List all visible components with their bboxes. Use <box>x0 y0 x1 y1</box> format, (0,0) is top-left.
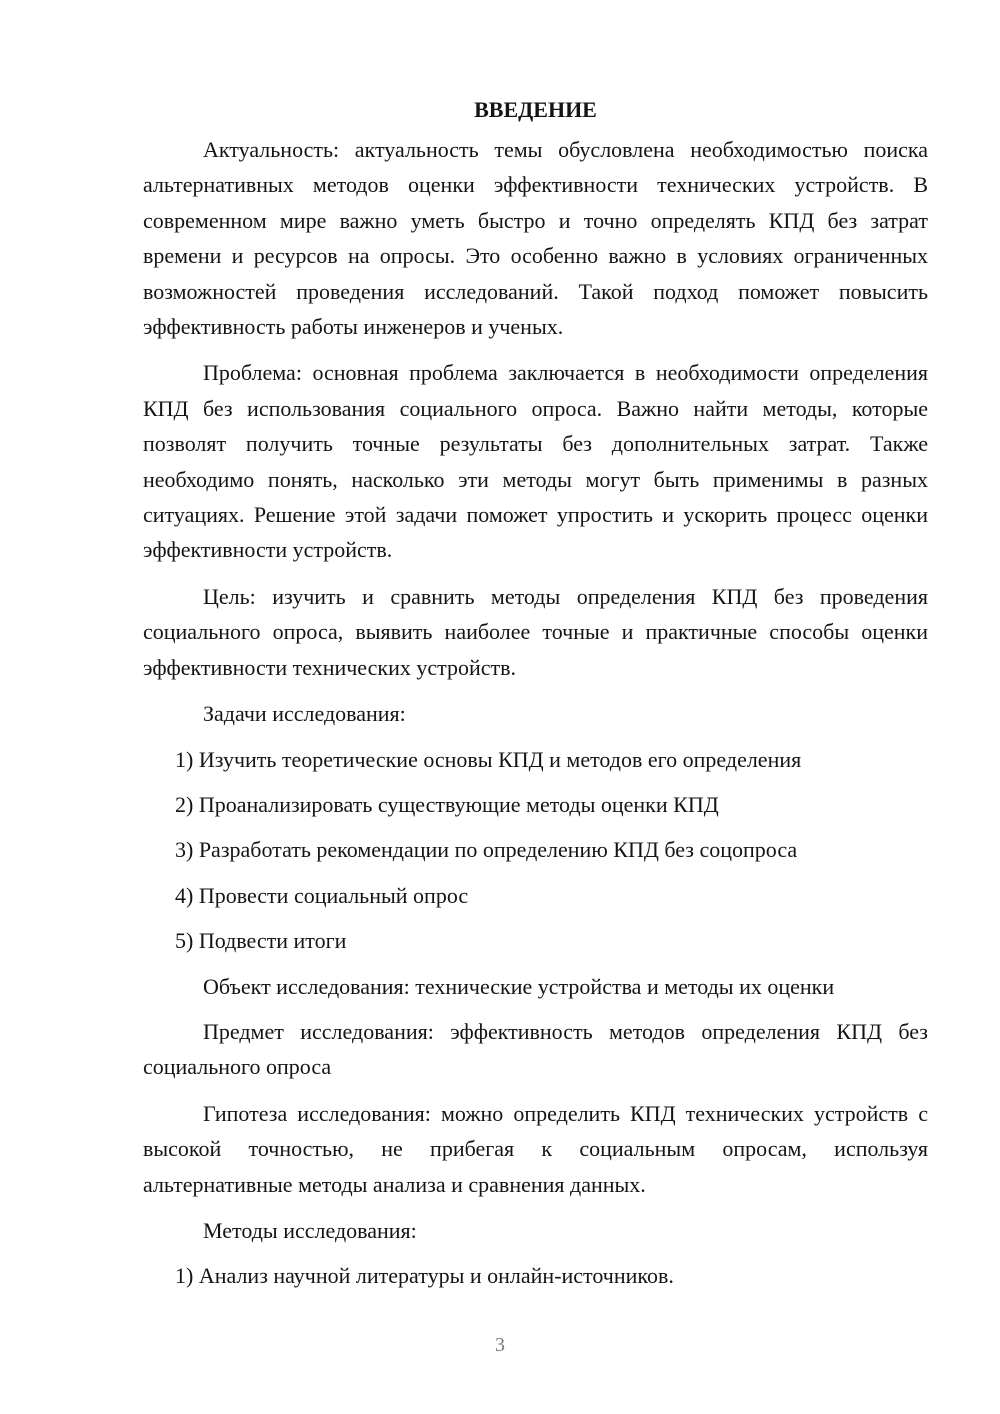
task-item: 5) Подвести итоги <box>175 928 347 954</box>
task-item: 4) Провести социальный опрос <box>175 882 469 908</box>
hypothesis-paragraph: Гипотеза исследования: можно определить КПД технических устройств с высокой точностью, не прибегая к социальным опросам, используя альтернативные методы анализа и сравнения данных. <box>143 1100 928 1197</box>
tasks-heading: Задачи исследования: <box>203 701 406 727</box>
methods-heading: Методы исследования: <box>203 1217 417 1243</box>
task-item: 2) Проанализировать существующие методы оценки КПД <box>175 791 719 817</box>
page-number: 3 <box>495 1334 505 1356</box>
task-item: 3) Разработать рекомендации по определению КПД без соцопроса <box>175 837 798 863</box>
section-title: ВВЕДЕНИЕ <box>474 97 597 122</box>
object-paragraph: Объект исследования: технические устройства и методы их оценки <box>203 973 835 999</box>
problem-paragraph: Проблема: основная проблема заключается в необходимости определения КПД без использования социального опроса. Важно найти методы, которые позволят получить точные результаты без дополнительных затрат. Также необходимо понять, насколько эти методы могут быть применимы в разных ситуациях. Решение этой задачи поможет упростить и ускорить процесс оценки эффективности устройств. <box>143 360 928 563</box>
relevance-paragraph: Актуальность: актуальность темы обусловлена необходимостью поиска альтернативных методов оценки эффективности технических устройств. В современном мире важно уметь быстро и точно определять КПД без затрат времени и ресурсов на опросы. Это особенно важно в условиях ограниченных возможностей проведения исследований. Такой подход поможет повысить эффективность работы инженеров и ученых. <box>143 137 928 340</box>
task-item: 1) Изучить теоретические основы КПД и методов его определения <box>175 746 802 772</box>
document-page <box>143 92 928 1304</box>
goal-paragraph: Цель: изучить и сравнить методы определения КПД без проведения социального опроса, выявить наиболее точные и практичные способы оценки эффективности технических устройств. <box>143 583 928 680</box>
method-item: 1) Анализ научной литературы и онлайн-источников. <box>175 1263 674 1289</box>
subject-paragraph: Предмет исследования: эффективность методов определения КПД без социального опроса <box>143 1018 928 1080</box>
